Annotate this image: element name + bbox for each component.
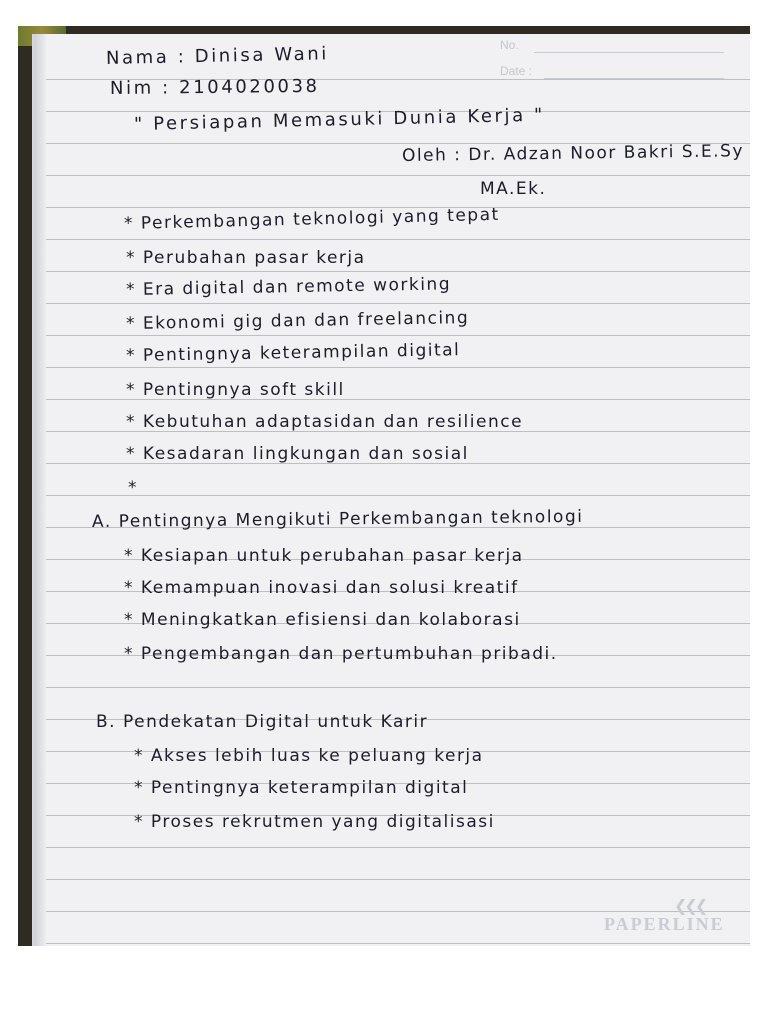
section-b-item: * Akses lebih luas ke peluang kerja xyxy=(134,746,484,766)
section-a-heading: A. Pentingnya Mengikuti Perkembangan teknologi xyxy=(91,506,584,532)
section-b-item: * Pentingnya keterampilan digital xyxy=(134,778,469,798)
brand-logo: PAPERLINE xyxy=(604,914,725,934)
bullet-item: * Ekonomi gig dan dan freelancing xyxy=(125,308,470,334)
bullet-item: * Kebutuhan adaptasidan dan resilience xyxy=(126,412,524,432)
section-a-item: * Kesiapan untuk perubahan pasar kerja xyxy=(124,546,524,566)
section-a-item: * Kemampuan inovasi dan solusi kreatif xyxy=(124,578,519,598)
header-no-line xyxy=(534,52,724,53)
bullet-item: * Era digital dan remote working xyxy=(125,274,452,300)
name-line: Nama : Dinisa Wani xyxy=(105,43,330,69)
section-a-item: * Pengembangan dan pertumbuhan pribadi. xyxy=(124,644,558,664)
bullet-item: * Pentingnya soft skill xyxy=(126,380,345,400)
author-line-1: Oleh : Dr. Adzan Noor Bakri S.E.Sy xyxy=(401,141,745,166)
nim-line: Nim : 2104020038 xyxy=(109,75,320,99)
section-b-item: * Proses rekrutmen yang digitalisasi xyxy=(134,812,495,832)
bullet-item: * Perkembangan teknologi yang tepat xyxy=(123,204,500,234)
bullet-item: * Pentingnya keterampilan digital xyxy=(125,340,461,366)
notebook-photo xyxy=(18,26,750,946)
header-no-label: No. xyxy=(500,38,519,52)
brand-chevron-icon: ❮❮❮ xyxy=(674,896,706,915)
header-date-label: Date : xyxy=(500,64,533,78)
document-title: " Persiapan Memasuki Dunia Kerja " xyxy=(133,104,546,135)
bullet-item: * Kesadaran lingkungan dan sosial xyxy=(126,444,469,464)
notebook-page xyxy=(32,34,750,946)
section-a-item: * Meningkatkan efisiensi dan kolaborasi xyxy=(124,610,521,630)
bullet-item: * Perubahan pasar kerja xyxy=(126,248,366,268)
author-line-2: MA.Ek. xyxy=(480,179,547,199)
section-b-heading: B. Pendekatan Digital untuk Karir xyxy=(96,712,429,732)
bullet-item: * xyxy=(128,478,138,498)
header-date-line xyxy=(544,78,724,79)
